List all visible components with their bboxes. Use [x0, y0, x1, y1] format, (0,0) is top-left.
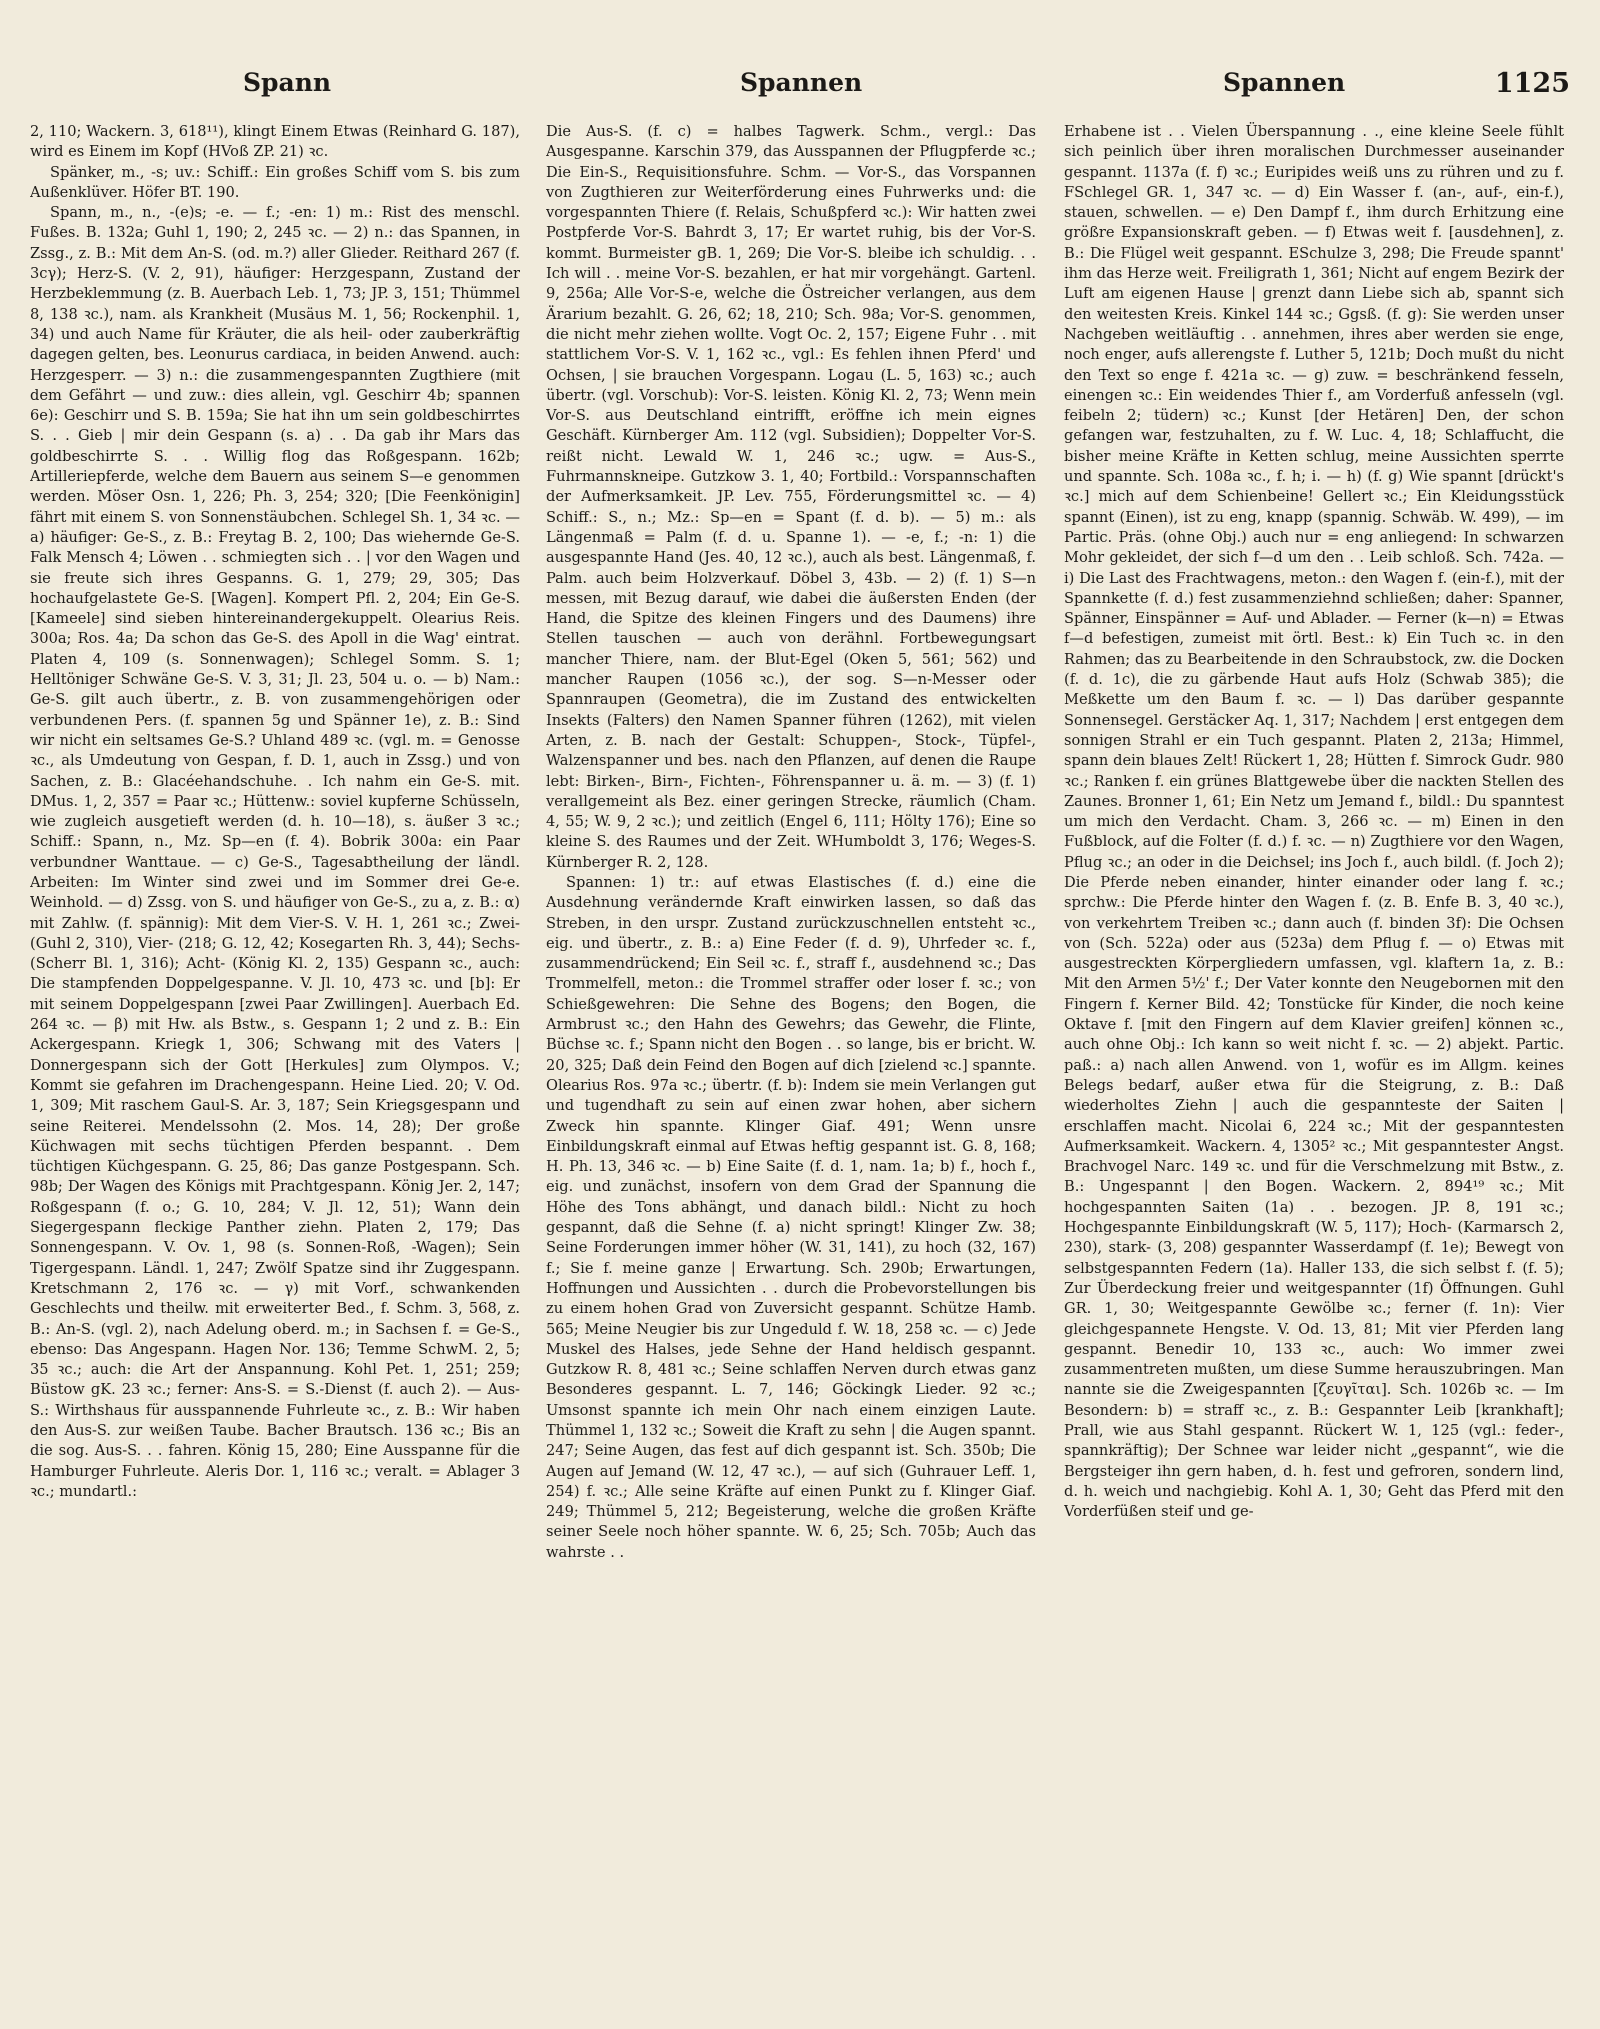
header-center-word: Spannen: [740, 68, 863, 97]
column-2: [546, 122, 1036, 2012]
entry-spaenker: Spänker, m., -s; uv.: Schiff.: Ein großes Schiff vom S. bis zum Außenklüver. Höfer BT. 190.: [30, 163, 520, 201]
page-number: 1125: [1494, 68, 1570, 99]
entry-paragraph: Erhabene ist . . Vielen Überspannung . ., eine kleine Seele fühlt sich peinlich über ihren moralischen Durchmesser auseinander gespannt. 1137a (f. f) ꝛc.; Euripides weiß uns zu rühren und zu f. FSchlegel GR. 1, 347 ꝛc. — d) Ein Wasser f. (an-, auf-, ein-f.), stauen, schwellen. — e) Den Dampf f., ihm durch Erhitzung eine größre Expansionskraft geben. — f) Etwas weit f. [ausdehnen], z. B.: Die Flügel weit gespannt. ESchulze 3, 298; Die Freude spannt' ihm das Herze weit. Freiligrath 1, 361; Nicht auf engem Bezirk der Luft am eigenen Hause | grenzt dann Liebe sich ab, spannt sich den weitesten Kreis. Kinkel 144 ꝛc.; Ggsß. (f. g): Sie werden unser Nachgeben weitläuftig . . annehmen, ihres aber werden sie enge, noch enger, aufs allerengste f. Luther 5, 121b; Doch mußt du nicht den Text so enge f. 421a ꝛc. — g) zuw. = beschränkend fesseln, einengen ꝛc.: Ein weidendes Thier f., am Vorderfuß anfesseln (vgl. feibeln 2; tüdern) ꝛc.; Kunst [der Hetären] Den, der schon gefangen war, festzuhalten, zu f. W. Luc. 4, 18; Schlaffucht, die bisher meine Kräfte in Ketten schlug, meine Aussichten sperrte und spannte. Sch. 108a ꝛc., f. h; i. — h) (f. g) Wie spannt [drückt's ꝛc.] mich auf dem Schienbeine! Gellert ꝛc.; Ein Kleidungsstück spannt (Einen), ist zu eng, knapp (spannig. Schwäb. W. 499), — im Partic. Präs. (ohne Obj.) auch nur = eng anliegend: In schwarzen Mohr gekleidet, der sich f—d um den . . Leib schloß. Sch. 742a. — i) Die Last des Frachtwagens, meton.: den Wagen f. (ein-f.), mit der Spannkette (f. d.) fest zusammenziehnd schließen; daher: Spanner, Spänner, Einspänner = Auf- und Ablader. — Ferner (k—n) = Etwas f—d befestigen, zumeist mit örtl. Best.: k) Ein Tuch ꝛc. in den Rahmen; das zu Bearbeitende in den Schraubstock, zw. die Docken (f. d. 1c), die zu gärbende Haut aufs Holz (Schwab 385); die Meßkette um den Baum f. ꝛc. — l) Das darüber gespannte Sonnensegel. Gerstäcker Aq. 1, 317; Nachdem | erst entgegen dem sonnigen Strahl er ein Tuch gespannt. Platen 2, 213a; Himmel, spann dein blaues Zelt! Rückert 1, 28; Hütten f. Simrock Gudr. 980 ꝛc.; Ranken f. ein grünes Blattgewebe über die nackten Stellen des Zaunes. Bronner 1, 61; Ein Netz um Jemand f., bildl.: Du spanntest um mich den Verdacht. Cham. 3, 266 ꝛc. — m) Einen in den Fußblock, auf die Folter (f. d.) f. ꝛc. — n) Zugthiere vor den Wagen, Pflug ꝛc.; an oder in die Deichsel; ins Joch f., auch bildl. (f. Joch 2); Die Pferde neben einander, hinter einander oder lang f. ꝛc.; sprchw.: Die Pferde hinter den Wagen f. (z. B. Enfe B. 3, 40 ꝛc.), von verkehrtem Treiben ꝛc.; dann auch (f. binden 3f): Die Ochsen von (Sch. 522a) oder aus (523a) dem Pflug f. — o) Etwas mit ausgestreckten Körpergliedern umfassen, vgl. klaftern 1a, z. B.: Mit den Armen 5½' f.; Der Vater konnte den Neugebornen mit den Fingern f. Kerner Bild. 42; Tonstücke für Kinder, die noch keine Oktave f. [mit den Fingern auf dem Klavier greifen] können ꝛc., auch ohne Obj.: Ich kann so weit nicht f. ꝛc. — 2) abjekt. Partic. paß.: a) nach allen Anwend. von 1, wofür es im Allgm. keines Belegs bedarf, außer etwa für die Steigrung, z. B.: Daß wiederholtes Ziehn | auch die gespannteste der Saiten | erschlaffen macht. Nicolai 6, 224 ꝛc.; Mit der gespanntesten Aufmerksamkeit. Wackern. 4, 1305² ꝛc.; Mit gespanntester Angst. Brachvogel Narc. 149 ꝛc. und für die Verschmelzung mit Bstw., z. B.: Ungespannt | den Bogen. Wackern. 2, 894¹⁹ ꝛc.; Mit hochgespannten Saiten (1a) . . bezogen. JP. 8, 191 ꝛc.; Hochgespannte Einbildungskraft (W. 5, 117); Hoch- (Karmarsch 2, 230), stark- (3, 208) gespannter Wasserdampf (f. 1e); Bewegt von selbstgespannten Federn (1a). Haller 133, die sich selbst f. (f. 5); Zur Überdeckung freier und weitgespannter (1f) Öffnungen. Guhl GR. 1, 30; Weitgespannte Gewölbe ꝛc.; ferner (f. 1n): Vier gleichgespannete Hengste. V. Od. 13, 81; Mit vier Pferden lang gespannt. Benedir 10, 133 ꝛc., auch: Wo immer zwei zusammentreten mußten, um diese Summe herauszubringen. Man nannte sie die Zweigespannten [ζευγῖται]. Sch. 1026b ꝛc. — Im Besondern: b) = straff ꝛc., z. B.: Gespannter Leib [krankhaft]; Prall, wie aus Stahl gespannt. Rückert W. 1, 125 (vgl.: feder-, spannkräftig); Der Schnee war leider nicht „gespannt“, wie die Bergsteiger ihn gern haben, d. h. fest und gefroren, sondern lind, d. h. weich und nachgiebig. Kohl A. 1, 30; Geht das Pferd mit den Vorderfüßen steif und ge-: [1064, 123, 1564, 1521]
column-1: [30, 122, 520, 2012]
entry-spannen: Spannen: 1) tr.: auf etwas Elastisches (f. d.) eine die Ausdehnung verändernde Kraft einwirken lassen, so daß das Streben, in den urspr. Zustand zurückzuschnellen entsteht ꝛc., eig. und übertr., z. B.: a) Eine Feder (f. d. 9), Uhrfeder ꝛc. f., zusammendrückend; Ein Seil ꝛc. f., straff f., ausdehnend ꝛc.; Das Trommelfell, meton.: die Trommel straffer oder loser f. ꝛc.; von Schießgewehren: Die Sehne des Bogens; den Bogen, die Armbrust ꝛc.; den Hahn des Gewehrs; das Gewehr, die Flinte, Büchse ꝛc. f.; Spann nicht den Bogen . . so lange, bis er bricht. W. 20, 325; Daß dein Feind den Bogen auf dich [zielend ꝛc.] spannte. Olearius Ros. 97a ꝛc.; übertr. (f. b): Indem sie mein Verlangen gut und tugendhaft zu sein auf einen zwar hohen, aber sichern Zweck hin spannte. Klinger Giaf. 491; Wenn unsre Einbildungskraft einmal auf Etwas heftig gespannt ist. G. 8, 168; H. Ph. 13, 346 ꝛc. — b) Eine Saite (f. d. 1, nam. 1a; b) f., hoch f., eig. und zunächst, insofern von dem Grad der Spannung die Höhe des Tons abhängt, und danach bildl.: Nicht zu hoch gespannt, daß die Sehne (f. a) nicht springt! Klinger Zw. 38; Seine Forderungen immer höher (W. 31, 141), zu hoch (32, 167) f.; Sie f. meine ganze | Erwartung. Sch. 290b; Erwartungen, Hoffnungen und Aussichten . . durch die Probevorstellungen bis zu einem hohen Grad von Zuversicht gespannt. Schütze Hamb. 565; Meine Neugier bis zur Ungeduld f. W. 18, 258 ꝛc. — c) Jede Muskel des Halses, jede Sehne der Hand heldisch gespannt. Gutzkow R. 8, 481 ꝛc.; Seine schlaffen Nerven durch etwas ganz Besonderes gespannt. L. 7, 146; Göckingk Lieder. 92 ꝛc.; Umsonst spannte ich mein Ohr nach einem einzigen Laute. Thümmel 1, 132 ꝛc.; Soweit die Kraft zu sehn | die Augen spannt. 247; Seine Augen, das fest auf dich gespannt ist. Sch. 350b; Die Augen auf Jemand (W. 12, 47 ꝛc.), — auf sich (Guhrauer Leff. 1, 254) f. ꝛc.; Alle seine Kräfte auf einen Punkt zu f. Klinger Giaf. 249; Thümmel 5, 212; Begeisterung, welche die großen Kräfte seiner Seele noch höher spannte. W. 6, 25; Sch. 705b; Auch das wahrste . .: [546, 873, 1036, 1561]
entry-spann: Spann, m., n., -(e)s; -e. — f.; -en: 1) m.: Rist des menschl. Fußes. B. 132a; Guhl 1, 190; 2, 245 ꝛc. — 2) n.: das Spannen, in Zssg., z. B.: Mit dem An-S. (od. m.?) aller Glieder. Reithard 267 (f. 3cγ); Herz-S. (V. 2, 91), häufiger: Herzgespann, Zustand der Herzbeklemmung (z. B. Auerbach Leb. 1, 73; JP. 3, 151; Thümmel 8, 138 ꝛc.), nam. als Krankheit (Musäus M. 1, 56; Rockenphil. 1, 34) und auch Name für Kräuter, die als heil- oder zauberkräftig dagegen gelten, bes. Leonurus cardiaca, in beiden Anwend. auch: Herzgesperr. — 3) n.: die zusammengespannten Zugthiere (mit dem Gefährt — und zuw.: dies allein, vgl. Geschirr 4b; spannen 6e): Geschirr und S. B. 159a; Sie hat ihn um sein goldbeschirrtes S. . . Gieb | mir dein Gespann (s. a) . . Da gab ihr Mars das goldbeschirrte S. . . Willig flog das Roßgespann. 162b; Artilleriepferde, welche dem Bauern aus seinem S—e genommen werden. Möser Osn. 1, 226; Ph. 3, 254; 320; [Die Feenkönigin] fährt mit einem S. von Sonnenstäubchen. Schlegel Sh. 1, 34 ꝛc. — a) häufiger: Ge-S., z. B.: Freytag B. 2, 100; Das wiehernde Ge-S. Falk Mensch 4; Löwen . . schmiegten sich . . | vor den Wagen und sie freute sich ihres Gespanns. G. 1, 279; 29, 305; Das hochaufgelastete Ge-S. [Wagen]. Kompert Pfl. 2, 204; Ein Ge-S. [Kameele] sind sieben hintereinandergekuppelt. Olearius Reis. 300a; Ros. 4a; Da schon das Ge-S. des Apoll in die Wag' eintrat. Platen 4, 109 (s. Sonnenwagen); Schlegel Somm. S. 1; Helltöniger Schwäne Ge-S. V. 3, 31; Jl. 23, 504 u. o. — b) Nam.: Ge-S. gilt auch übertr., z. B. von zusammengehörigen oder verbundenen Pers. (f. spannen 5g und Spänner 1e), z. B.: Sind wir nicht ein seltsames Ge-S.? Uhland 489 ꝛc. (vgl. m. = Genosse ꝛc., als Umdeutung von Gespan, f. D. 1, auch in Zssg.) und von Sachen, z. B.: Glacéehandschuhe. . Ich nahm ein Ge-S. mit. DMus. 1, 2, 357 = Paar ꝛc.; Hüttenw.: soviel kupferne Schüsseln, wie zugleich ausgetieft werden (d. h. 10—18), s. äußer 3 ꝛc.; Schiff.: Spann, n., Mz. Sp—en (f. 4). Bobrik 300a: ein Paar verbundner Wanttaue. — c) Ge-S., Tagesabtheilung der ländl. Arbeiten: Im Winter sind zwei und im Sommer drei Ge-e. Weinhold. — d) Zssg. von S. und häufiger von Ge-S., zu a, z. B.: α) mit Zahlw. (f. spännig): Mit dem Vier-S. V. H. 1, 261 ꝛc.; Zwei- (Guhl 2, 310), Vier- (218; G. 12, 42; Kosegarten Rh. 3, 44); Sechs- (Scherr Bl. 1, 316); Acht- (König Kl. 2, 135) Gespann ꝛc., auch: Die stampfenden Doppelgespanne. V. Jl. 10, 473 ꝛc. und [b]: Er mit seinem Doppelgespann [zwei Paar Zwillingen]. Auerbach Ed. 264 ꝛc. — β) mit Hw. als Bstw., s. Gespann 1; 2 und z. B.: Ein Ackergespann. Kriegk 1, 306; Schwang mit des Vaters | Donnergespann sich der Gott [Herkules] zum Olympos. V.; Kommt sie gefahren im Drachengespann. Heine Lied. 20; V. Od. 1, 309; Mit raschem Gaul-S. Ar. 3, 187; Sein Kriegsgespann und seine Reiterei. Mendelssohn (2. Mos. 14, 28); Der große Küchwagen mit sechs tüchtigen Pferden bespannt. . Dem tüchtigen Küchgespann. G. 25, 86; Das ganze Postgespann. Sch. 98b; Der Wagen des Königs mit Prachtgespann. König Jer. 2, 147; Roßgespann (f. o.; G. 10, 284; V. Jl. 12, 51); Wann dein Siegergespann fleckige Panther ziehn. Platen 2, 179; Das Sonnengespann. V. Ov. 1, 98 (s. Sonnen-Roß, -Wagen); Sein Tigergespann. Ländl. 1, 247; Zwölf Spatze sind ihr Zuggespann. Kretschmann 2, 176 ꝛc. — γ) mit Vorf., schwankenden Geschlechts und theilw. mit erweiterter Bed., f. Schm. 3, 568, z. B.: An-S. (vgl. 2), nach Adelung oberd. m.; in Sachsen f. = Ge-S., ebenso: Das Angespann. Hagen Nor. 136; Temme SchwM. 2, 5; 35 ꝛc.; auch: die Art der Anspannung. Kohl Pet. 1, 251; 259; Büstow gK. 23 ꝛc.; ferner: Ans-S. = S.-Dienst (f. auch 2). — Aus-S.: Wirthshaus für ausspannende Fuhrleute ꝛc., z. B.: Wir haben den Aus-S. zur weißen Taube. Bacher Brautsch. 136 ꝛc.; Bis an die sog. Aus-S. . . fahren. König 15, 280; Eine Ausspanne für die Hamburger Fuhrleute. Aleris Dor. 1, 116 ꝛc.; veralt. = Ablager 3 ꝛc.; mundartl.:: [30, 204, 520, 1500]
entry-paragraph: 2, 110; Wackern. 3, 618¹¹), klingt Einem Etwas (Reinhard G. 187), wird es Einem im Kopf (HVoß ZP. 21) ꝛc.: [30, 123, 520, 161]
running-header: [28, 68, 1570, 102]
header-left-word: Spann: [243, 68, 332, 97]
column-3: [1064, 122, 1564, 2012]
header-right-word: Spannen: [1223, 68, 1346, 97]
entry-paragraph: Die Aus-S. (f. c) = halbes Tagwerk. Schm., vergl.: Das Ausgespanne. Karschin 379, das Ausspannen der Pflugpferde ꝛc.; Die Ein-S., Requisitionsfuhre. Schm. — Vor-S., das Vorspannen von Zugthieren zur Weiterförderung eines Fuhrwerks und: die vorgespannten Thiere (f. Relais, Schußpferd ꝛc.): Wir hatten zwei Postpferde Vor-S. Bahrdt 3, 17; Er wartet ruhig, bis der Vor-S. kommt. Burmeister gB. 1, 269; Die Vor-S. bleibe ich schuldig. . . Ich will . . meine Vor-S. bezahlen, er hat mir vorgehängt. Gartenl. 9, 256a; Alle Vor-S-e, welche die Östreicher verlangen, aus dem Ärarium bezahlt. G. 26, 62; 18, 210; Sch. 98a; Vor-S. genommen, die nicht mehr ziehen wollte. Vogt Oc. 2, 157; Eigene Fuhr . . mit stattlichem Vor-S. V. 1, 162 ꝛc., vgl.: Es fehlen ihnen Pferd' und Ochsen, | sie brauchen Vorgespann. Logau (L. 5, 163) ꝛc.; auch übertr. (vgl. Vorschub): Vor-S. leisten. König Kl. 2, 73; Wenn mein Vor-S. aus Deutschland eintrifft, eröffne ich mein eignes Geschäft. Kürnberger Am. 112 (vgl. Subsidien); Doppelter Vor-S. reißt nicht. Lewald W. 1, 246 ꝛc.; ugw. = Aus-S., Fuhrmannskneipe. Gutzkow 3. 1, 40; Fortbild.: Vorspannschaften der Aufmerksamkeit. JP. Lev. 755, Förderungsmittel ꝛc. — 4) Schiff.: S., n.; Mz.: Sp—en = Spant (f. d. b). — 5) m.: als Längenmaß = Palm (f. d. u. Spanne 1). — -e, f.; -n: 1) die ausgespannte Hand (Jes. 40, 12 ꝛc.), auch als best. Längenmaß, f. Palm. auch beim Holzverkauf. Döbel 3, 43b. — 2) (f. 1) S—n messen, mit Bezug darauf, wie dabei die äußersten Enden (der Hand, die Spitze des kleinen Fingers und des Daumens) ihre Stellen tauschen — auch von derähnl. Fortbewegungsart mancher Thiere, nam. der Blut-Egel (Oken 5, 561; 562) und mancher Raupen (1056 ꝛc.), der sog. S—n-Messer oder Spannraupen (Geometra), die im Zustand des entwickelten Insekts (Falters) den Namen Spanner führen (1262), mit vielen Arten, z. B. nach der Gestalt: Schuppen-, Stock-, Tüpfel-, Walzenspanner und bes. nach den Pflanzen, auf denen die Raupe lebt: Birken-, Birn-, Fichten-, Föhrenspanner u. ä. m. — 3) (f. 1) verallgemeint als Bez. einer geringen Strecke, räumlich (Cham. 4, 55; W. 9, 2 ꝛc.); und zeitlich (Engel 6, 111; Hölty 176); Eine so kleine S. des Raumes und der Zeit. WHumboldt 3, 176; Weges-S. Kürnberger R. 2, 128.: [546, 123, 1036, 871]
text-columns: [30, 122, 1578, 2012]
